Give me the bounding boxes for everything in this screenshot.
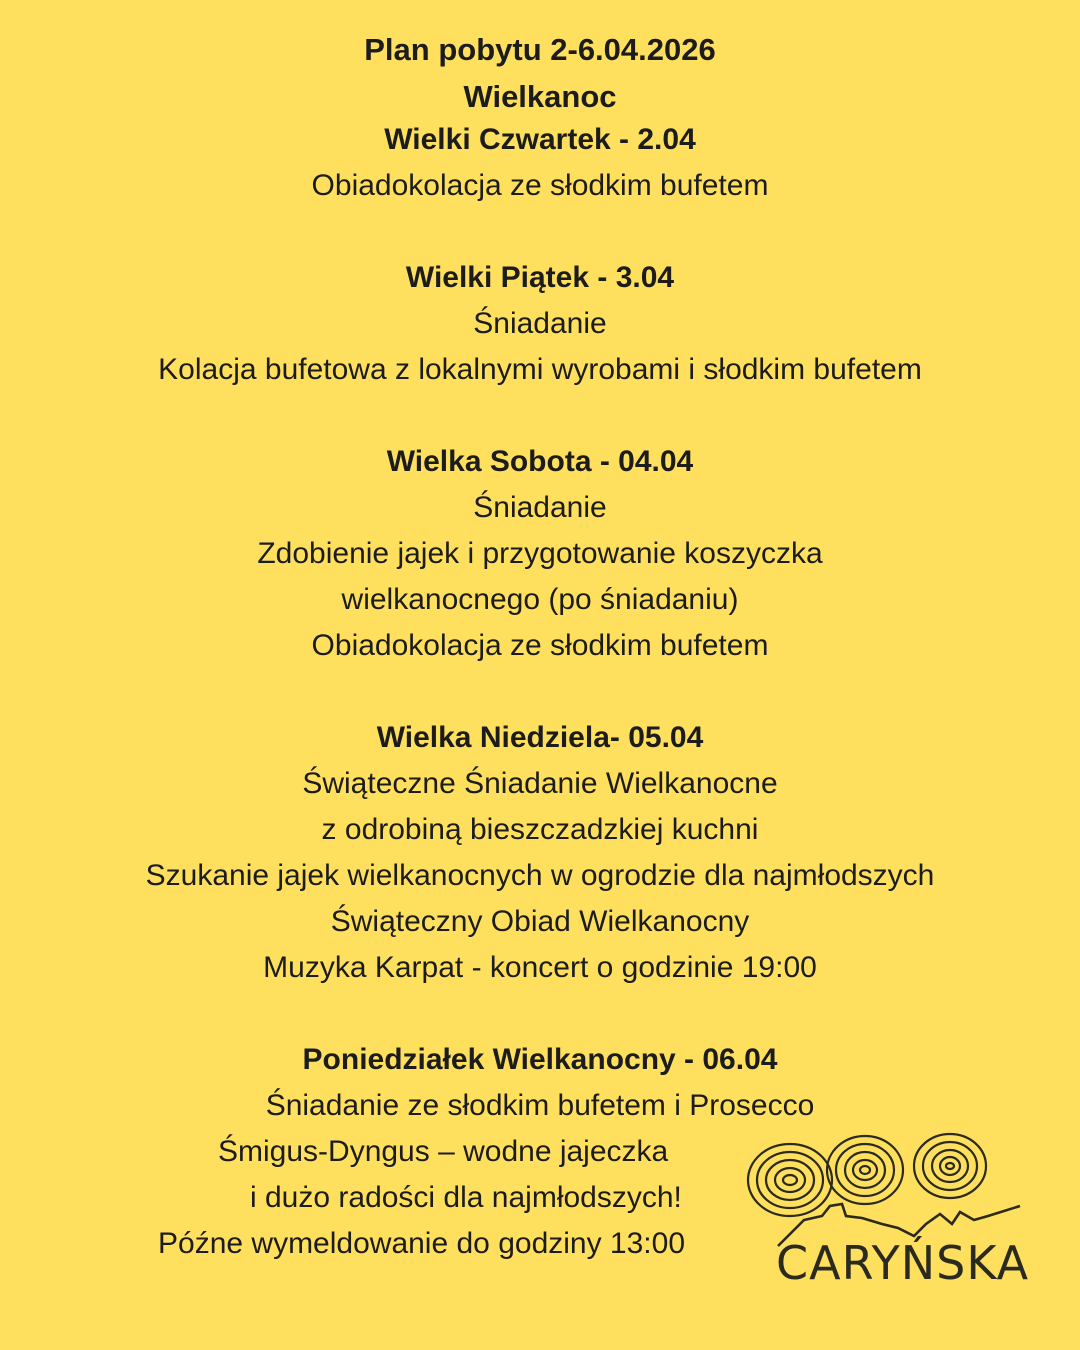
logo-wordmark: CARYŃSKA (776, 1236, 1030, 1290)
day-item: Śniadanie (473, 491, 607, 524)
day-item: wielkanocnego (po śniadaniu) (341, 583, 739, 616)
day-item: Muzyka Karpat - koncert o godzinie 19:00 (263, 951, 817, 984)
day-item: Obiadokolacja ze słodkim bufetem (311, 169, 769, 202)
day-item: Obiadokolacja ze słodkim bufetem (311, 629, 769, 662)
day-item: i dużo radości dla najmłodszych! (250, 1181, 682, 1214)
day-item: Późne wymeldowanie do godziny 13:00 (158, 1227, 686, 1260)
day-heading-monday: Poniedziałek Wielkanocny - 06.04 (302, 1043, 778, 1076)
day-heading-friday: Wielki Piątek - 3.04 (405, 261, 675, 294)
day-item: Kolacja bufetowa z lokalnymi wyrobami i słodkim bufetem (158, 353, 922, 386)
day-heading-sunday: Wielka Niedziela- 05.04 (376, 721, 704, 754)
day-item: Zdobienie jajek i przygotowanie koszyczka (257, 537, 823, 570)
day-item: Szukanie jajek wielkanocnych w ogrodzie dla najmłodszych (145, 859, 935, 892)
day-item: Świąteczny Obiad Wielkanocny (330, 905, 750, 938)
page-subtitle: Wielkanoc (463, 79, 617, 114)
day-heading-saturday: Wielka Sobota - 04.04 (386, 445, 694, 478)
day-item: Śniadanie (473, 307, 607, 340)
day-item: z odrobiną bieszczadzkiej kuchni (321, 813, 759, 846)
day-heading-thursday: Wielki Czwartek - 2.04 (384, 123, 696, 156)
page-title: Plan pobytu 2-6.04.2026 (364, 32, 716, 67)
day-item: Śniadanie ze słodkim bufetem i Prosecco (265, 1089, 815, 1122)
day-item: Śmigus-Dyngus – wodne jajeczka (218, 1135, 669, 1168)
day-item: Świąteczne Śniadanie Wielkanocne (302, 767, 778, 800)
